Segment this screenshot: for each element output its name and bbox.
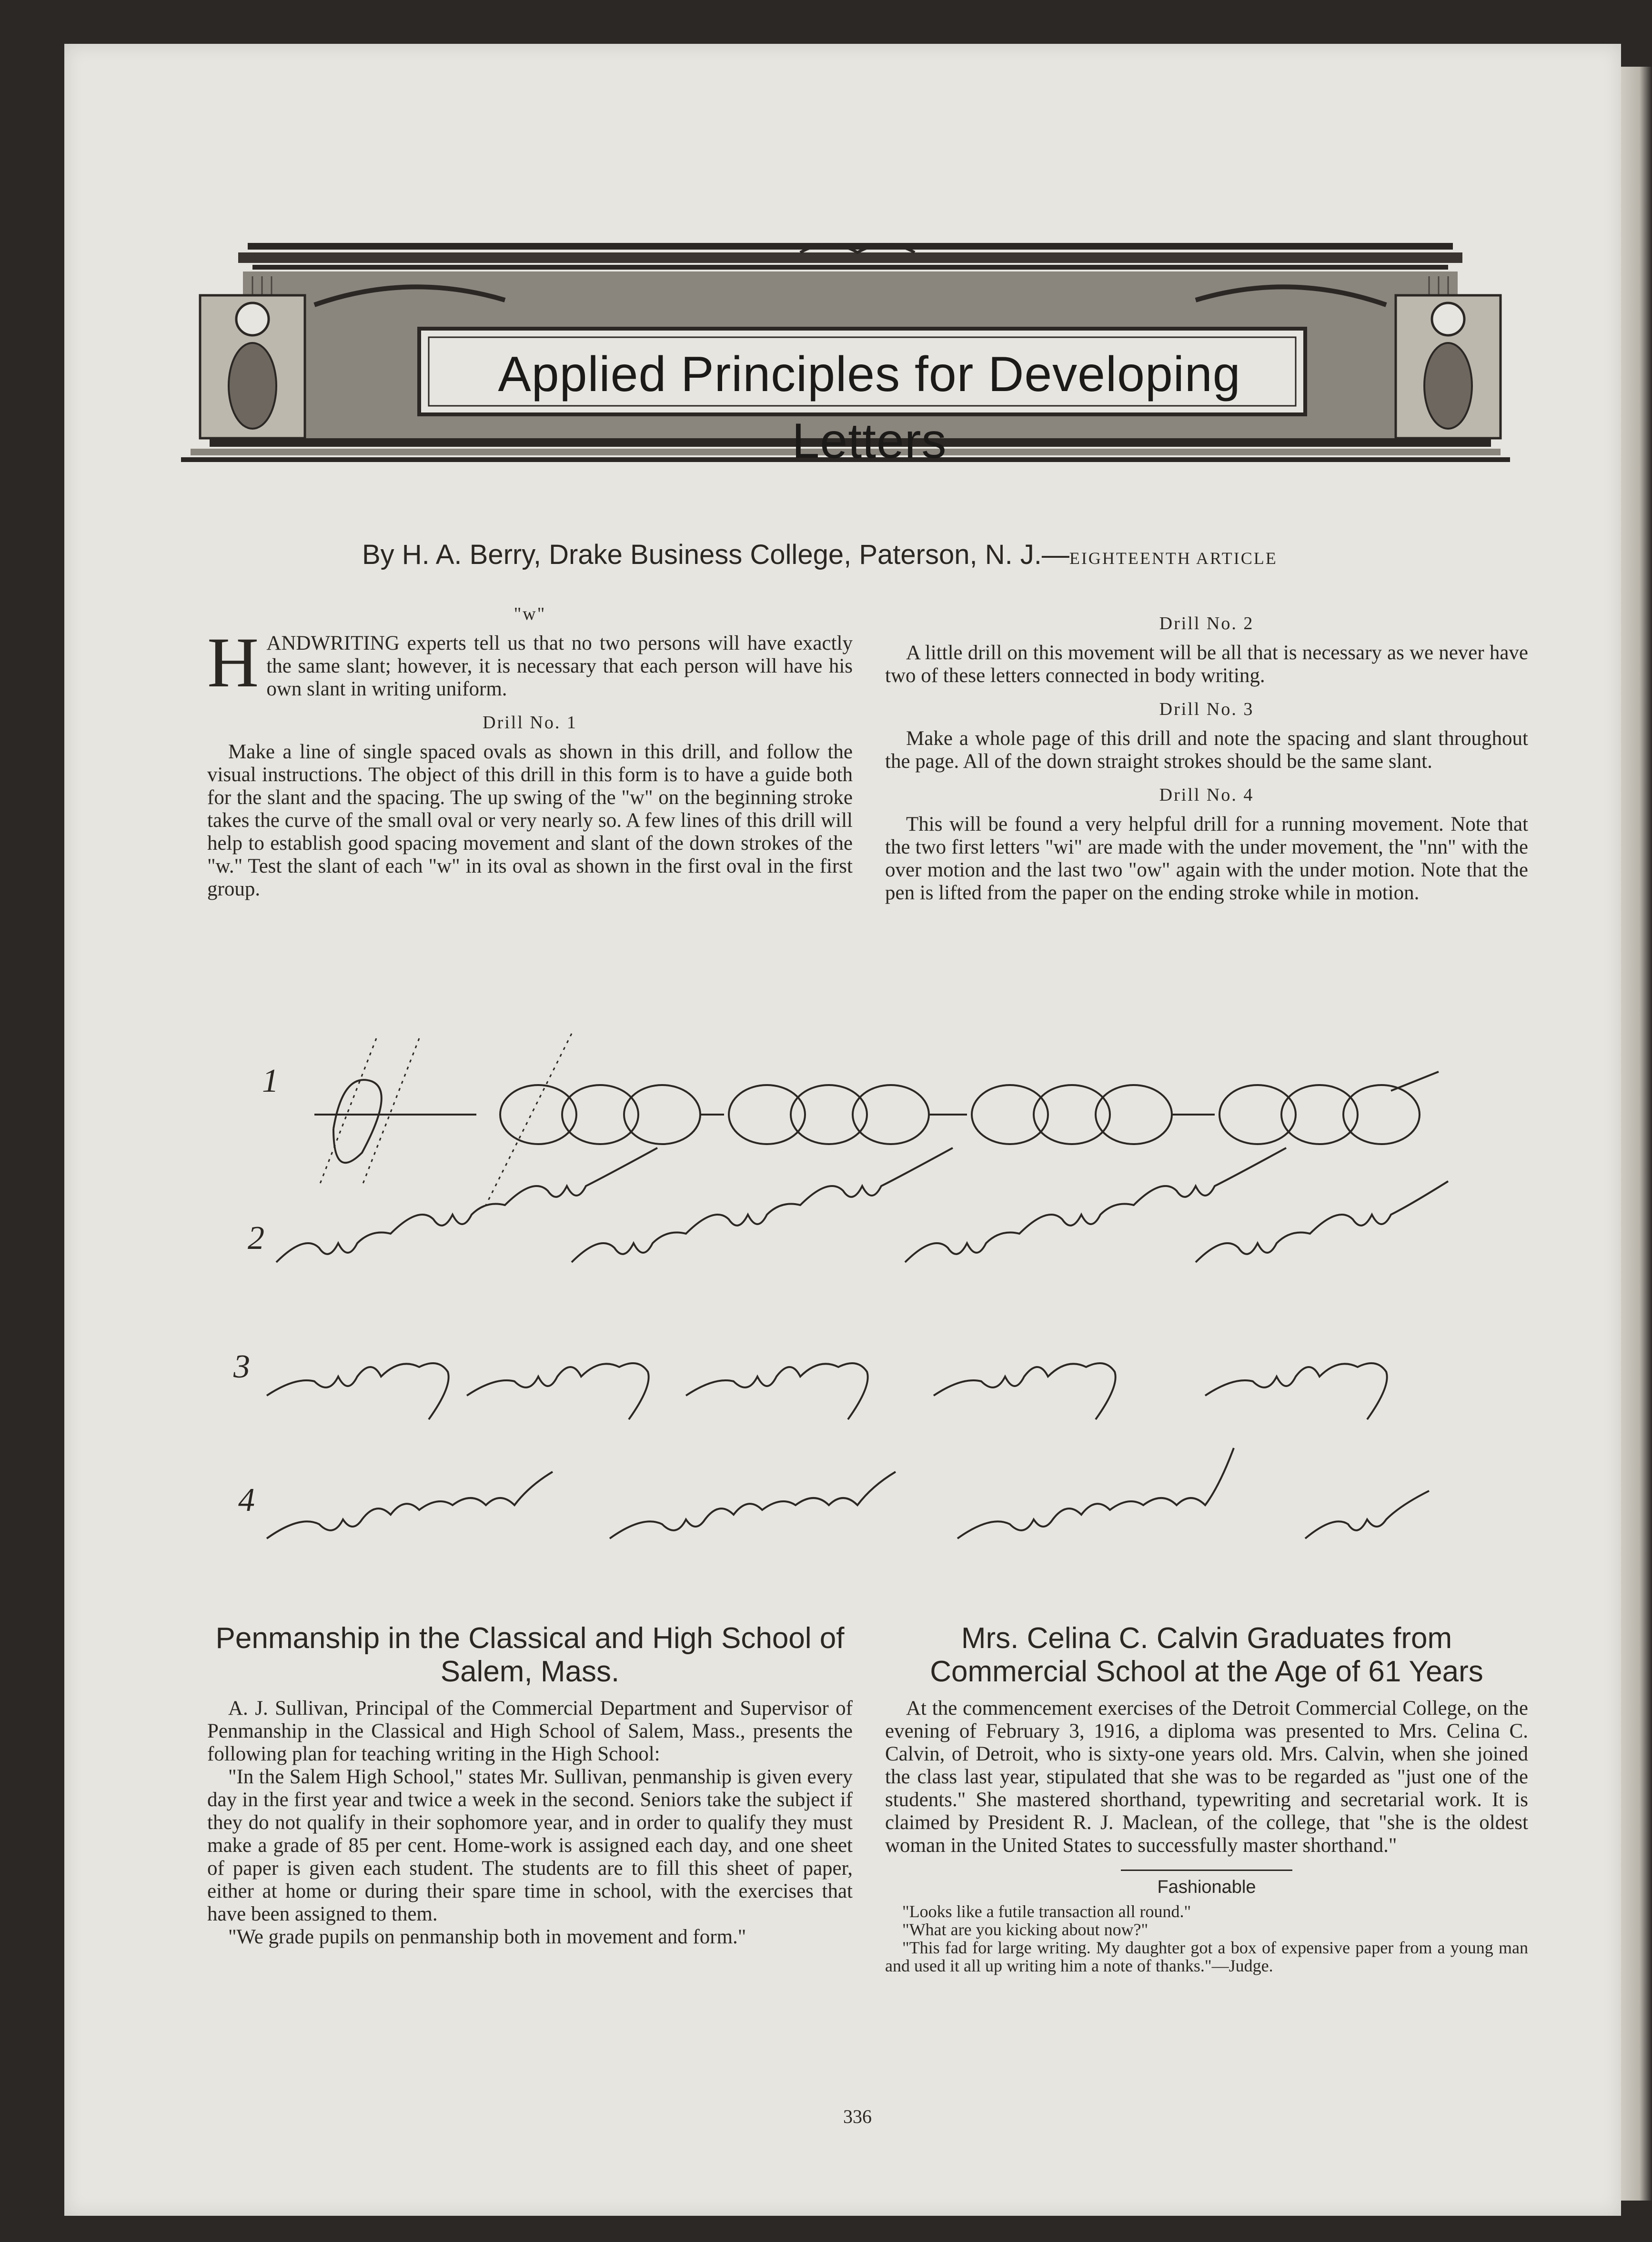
drill4-text: This will be found a very helpful drill for a running movement. Note that the two first letters "wi" are made with the under movement, the "nn" with the over motion and the last two "ow" again with the under motion. Note that the pen is lifted from the paper on the ending stroke while in motion.	[885, 813, 1528, 904]
drill-number-1: 1	[262, 1063, 279, 1099]
drill4-script	[267, 1448, 1429, 1538]
byline-article: EIGHTEENTH ARTICLE	[1069, 549, 1278, 568]
salem-body	[207, 1697, 853, 1949]
drill-number-3: 3	[233, 1348, 250, 1385]
drill-number-4: 4	[238, 1482, 255, 1518]
calvin-article	[885, 1622, 1528, 1975]
drill3-text: Make a whole page of this drill and note the spacing and slant throughout the page. All of the down straight strokes should be the same slant.	[885, 727, 1528, 773]
drill4-heading: Drill No. 4	[1159, 785, 1254, 805]
drill2-text: A little drill on this movement will be all that is necessary as we never have two of these letters connected in body writing.	[885, 642, 1528, 687]
fashionable-body	[885, 1902, 1528, 1975]
drill-number-2: 2	[248, 1220, 264, 1257]
drill1-heading: Drill No. 1	[483, 713, 577, 733]
salem-paragraph-3: "We grade pupils on penmanship both in movement and form."	[228, 1926, 746, 1948]
drill2-script	[276, 1148, 1448, 1262]
drop-cap: H	[207, 623, 259, 702]
fashionable-line-1: "Looks like a futile transaction all round."	[902, 1902, 1191, 1921]
drill1-ovals	[314, 1072, 1439, 1163]
calvin-headline: Mrs. Celina C. Calvin Graduates from Commercial School at the Age of 61 Years	[930, 1622, 1483, 1688]
fashionable-line-2: "What are you kicking about now?"	[902, 1920, 1148, 1939]
fashionable-divider	[1121, 1870, 1292, 1871]
handwriting-drills-figure	[257, 1024, 1486, 1586]
left-column	[207, 603, 853, 901]
salem-article	[207, 1622, 853, 1949]
fashionable-heading: Fashionable	[1157, 1877, 1256, 1897]
calvin-body	[885, 1697, 1528, 1857]
next-page-edge	[1621, 67, 1652, 2201]
banner-title: Applied Principles for Developing Letters	[498, 347, 1241, 469]
salem-paragraph-2: "In the Salem High School," states Mr. Sullivan, penmanship is given every day in the first year and twice a week in the second. Seniors take the subject if they do not qualify in their sophomore year, and in order to qualify they must make a grade of 85 per cent. Home-work is assigned each day, and one sheet of paper is given each student. The students are to fill this sheet of paper, either at home or during their spare time in school, with the exercises that have been assigned to them.	[207, 1766, 853, 1925]
calvin-paragraph: At the commencement exercises of the Detroit Commercial College, on the evening of February 3, 1916, a diploma was presented to Mrs. Celina C. Calvin, of Detroit, who is sixty-one years old. Mrs. Calvin, when she joined the class last year, stipulated that she was to be regarded as "just one of the students." She mastered shorthand, typewriting and secretarial work. It is claimed by President R. J. Maclean, of the college, that "she is the oldest woman in the United States to successfully master shorthand."	[885, 1697, 1528, 1857]
drill3-heading: Drill No. 3	[1159, 699, 1254, 719]
intro-text: ANDWRITING experts tell us that no two persons will have exactly the same slant; however, it is necessary that each person will have his own slant in writing uniform.	[266, 632, 853, 700]
right-column	[885, 612, 1528, 905]
salem-headline: Penmanship in the Classical and High School of Salem, Mass.	[215, 1622, 845, 1688]
fashionable-line-3: "This fad for large writing. My daughter got a box of expensive paper from a young man and used it all up writing him a note of thanks."—Judge.	[885, 1938, 1528, 1975]
byline-author: By H. A. Berry, Drake Business College, Paterson, N. J.—	[362, 539, 1069, 570]
drill2-heading: Drill No. 2	[1159, 613, 1254, 633]
byline	[362, 533, 1410, 576]
slant-guides	[319, 1034, 572, 1205]
drill3-script	[267, 1363, 1387, 1419]
letter-heading: "w"	[514, 604, 546, 624]
salem-paragraph-1: A. J. Sullivan, Principal of the Commercial Department and Supervisor of Penmanship in the Classical and High School of Salem, Mass., presents the following plan for teaching writing in the High School:	[207, 1697, 853, 1765]
page-number: 336	[843, 2106, 872, 2127]
drill1-text: Make a line of single spaced ovals as shown in this drill, and follow the visual instructions. The object of this drill in this form is to have a guide both for the slant and the spacing. The up swing of the "w" on the beginning stroke takes the curve of the small oval or very nearly so. A few lines of this drill will help to establish good spacing movement and slant of the down strokes of the "w." Test the slant of each "w" in its oval as shown in the first oval in the first group.	[207, 741, 853, 900]
